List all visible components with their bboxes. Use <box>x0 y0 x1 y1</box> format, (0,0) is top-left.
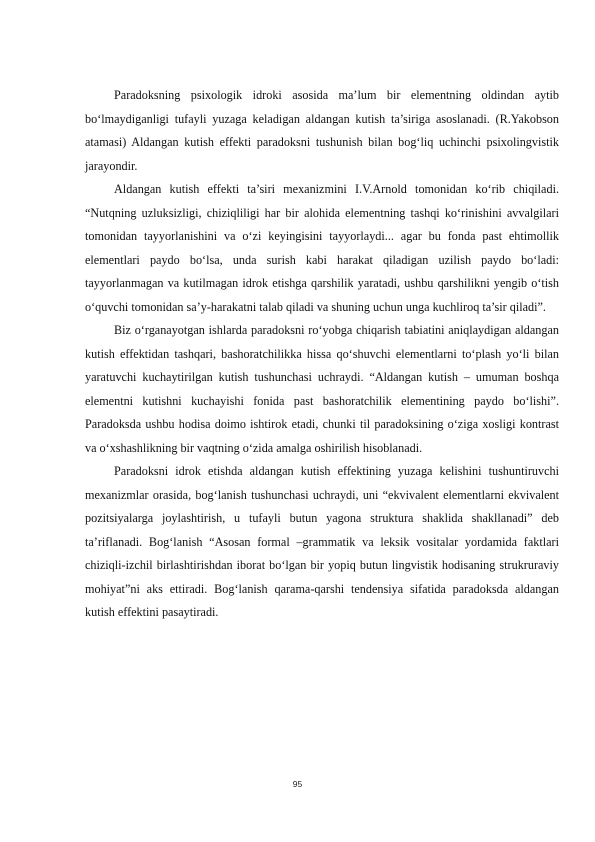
paragraph-1: Paradoksning psixologik idroki asosida ma’lum bir elementning oldindan aytib bo‘lmaydiganligi tufayli yuzaga keladigan aldangan kutish ta’siriga asoslanadi. (R.Yakobson atamasi) Aldangan kutish effekti paradoksni tushunish bilan bog‘liq uchinchi psixolingvistik jarayondir. <box>85 88 559 173</box>
body-text <box>85 84 559 625</box>
paragraph-2: Aldangan kutish effekti ta’siri mexanizmini I.V.Arnold tomonidan ko‘rib chiqiladi. “Nutqning uzluksizligi, chiziqliligi har bir alohida elementning tashqi ko‘rinishini avvalgilari tomonidan tayyorlanishini va o‘zi keyingisini tayyorlaydi... agar bu fonda past ehtimollik elementlari paydo bo‘lsa, unda surish kabi harakat qiladigan uzilish paydo bo‘ladi: tayyorlanmagan va kutilmagan idrok etishga qarshilik yaratadi, ushbu qarshilikni yengib o‘tish o‘quvchi tomonidan sa’y-harakatni talab qiladi va shuning uchun unga kuchliroq ta’sir qiladi”. <box>85 182 559 314</box>
paragraph-4: Paradoksni idrok etishda aldangan kutish effektining yuzaga kelishini tushuntiruvchi mexanizmlar orasida, bog‘lanish tushunchasi uchraydi, uni “ekvivalent elementlarni ekvivalent pozitsiyalarga joylashtirish, u tufayli butun yagona struktura shaklida shakllanadi” deb ta’riflanadi. Bog‘lanish “Asosan formal –grammatik va leksik vositalar yordamida faktlari chiziqli-izchil birlashtirishdan iborat bo‘lgan bir yopiq butun lingvistik hodisaning strukruraviy mohiyat”ni aks ettiradi. Bog‘lanish qarama-qarshi tendensiya sifatida paradoksda aldangan kutish effektini pasaytiradi. <box>85 464 559 619</box>
paragraph-3: Biz o‘rganayotgan ishlarda paradoksni ro‘yobga chiqarish tabiatini aniqlaydigan aldangan kutish effektidan tashqari, bashoratchilikka hissa qo‘shuvchi elementlarni to‘plash yo‘li bilan yaratuvchi kuchaytirilgan kutish tushunchasi uchraydi. “Aldangan kutish – umuman boshqa elementni kutishni kuchayishi fonida past bashoratchilik elementining paydo bo‘lishi”. Paradoksda ushbu hodisa doimo ishtirok etadi, chunki til paradoksining o‘ziga xosligi kontrast va o‘xshashlikning bir vaqtning o‘zida amalga oshirilish hisoblanadi. <box>85 323 559 455</box>
page-number: 95 <box>292 779 303 789</box>
